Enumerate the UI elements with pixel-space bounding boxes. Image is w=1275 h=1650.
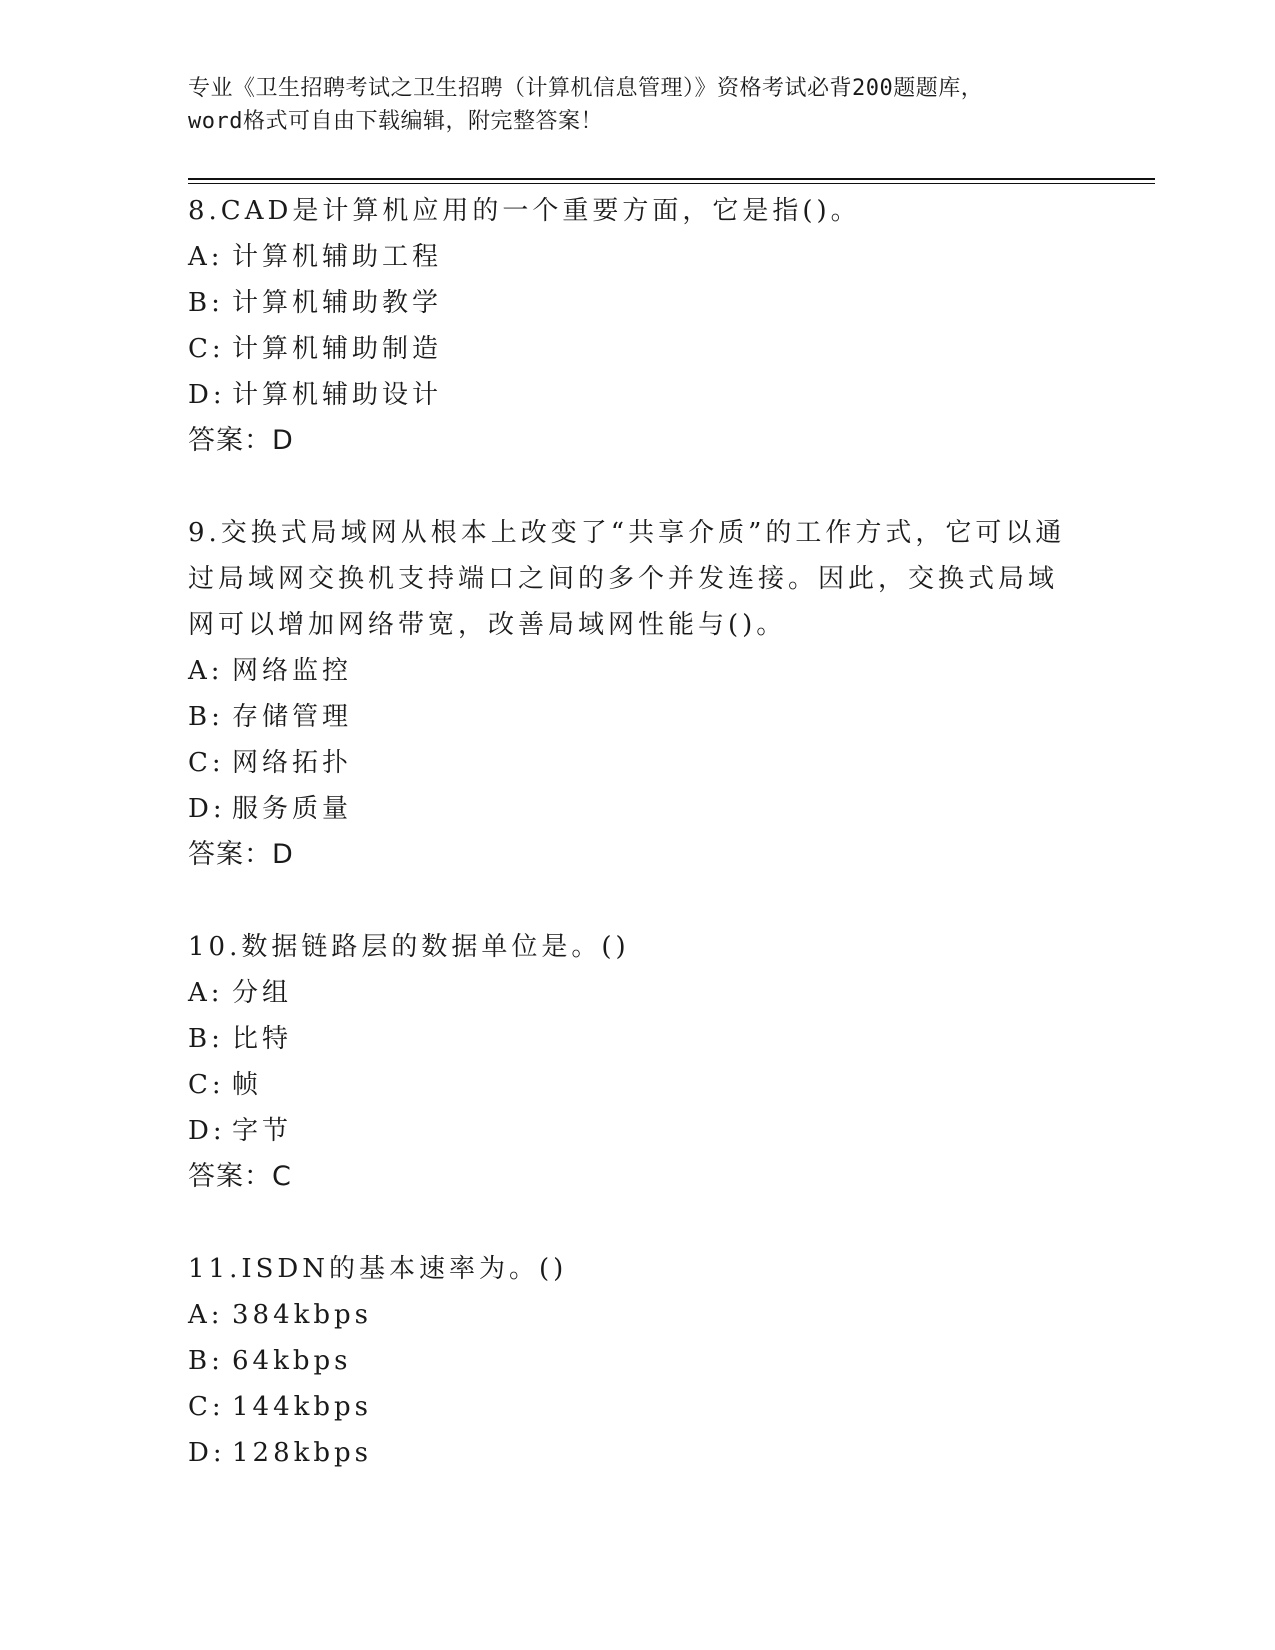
document-header	[188, 72, 1088, 138]
option-letter: C:	[188, 1392, 225, 1422]
option-text: 384kbps	[232, 1300, 373, 1330]
question-item	[188, 1246, 1068, 1476]
question-stem: 11.ISDN的基本速率为。()	[188, 1254, 568, 1284]
option-d	[188, 1108, 1068, 1154]
header-line-2: word格式可自由下载编辑，附完整答案！	[188, 109, 603, 134]
option-letter: D:	[188, 1438, 226, 1468]
option-letter: B:	[188, 702, 224, 732]
header-divider-thin	[188, 183, 1155, 184]
option-letter: A:	[188, 656, 224, 686]
option-text: 字节	[232, 1116, 293, 1146]
question-stem: 8.CAD是计算机应用的一个重要方面，它是指()。	[188, 196, 861, 226]
option-c	[188, 1062, 1068, 1108]
option-text: 计算机辅助设计	[232, 380, 443, 410]
option-c	[188, 1384, 1068, 1430]
header-line-1: 专业《卫生招聘考试之卫生招聘（计算机信息管理）》资格考试必背200题题库，	[188, 76, 984, 101]
option-text: 计算机辅助教学	[232, 288, 443, 318]
option-letter: D:	[188, 380, 226, 410]
option-c	[188, 326, 1068, 372]
option-d	[188, 372, 1068, 418]
option-text: 网络监控	[232, 656, 353, 686]
option-text: 服务质量	[232, 794, 353, 824]
option-text: 计算机辅助工程	[232, 242, 443, 272]
option-text: 帧	[232, 1070, 263, 1100]
option-text: 比特	[232, 1024, 293, 1054]
answer-line: 答案：D	[188, 839, 294, 870]
option-text: 144kbps	[232, 1392, 373, 1422]
option-a	[188, 970, 1068, 1016]
option-c	[188, 740, 1068, 786]
option-text: 64kbps	[232, 1346, 352, 1376]
option-letter: B:	[188, 1024, 224, 1054]
option-text: 计算机辅助制造	[232, 334, 443, 364]
option-text: 网络拓扑	[232, 748, 353, 778]
option-b	[188, 694, 1068, 740]
option-letter: B:	[188, 288, 224, 318]
answer-line: 答案：D	[188, 425, 294, 456]
option-a	[188, 234, 1068, 280]
question-item	[188, 188, 1068, 464]
option-text: 128kbps	[232, 1438, 373, 1468]
option-letter: D:	[188, 794, 226, 824]
option-text: 存储管理	[232, 702, 353, 732]
option-d	[188, 1430, 1068, 1476]
option-letter: C:	[188, 1070, 225, 1100]
option-b	[188, 1016, 1068, 1062]
question-list	[188, 188, 1068, 1522]
question-stem: 9.交换式局域网从根本上改变了“共享介质”的工作方式，它可以通过局域网交换机支持端口之间的多个并发连接。因此，交换式局域网可以增加网络带宽，改善局域网性能与()。	[188, 518, 1066, 640]
question-item	[188, 510, 1068, 878]
option-letter: B:	[188, 1346, 224, 1376]
option-letter: D:	[188, 1116, 226, 1146]
question-item	[188, 924, 1068, 1200]
option-letter: A:	[188, 1300, 224, 1330]
option-letter: C:	[188, 334, 225, 364]
header-divider-thick	[188, 178, 1155, 180]
option-a	[188, 1292, 1068, 1338]
question-stem: 10.数据链路层的数据单位是。()	[188, 932, 630, 962]
option-d	[188, 786, 1068, 832]
answer-line: 答案：C	[188, 1161, 292, 1192]
option-letter: A:	[188, 242, 224, 272]
option-b	[188, 280, 1068, 326]
option-b	[188, 1338, 1068, 1384]
option-letter: C:	[188, 748, 225, 778]
option-letter: A:	[188, 978, 224, 1008]
option-text: 分组	[232, 978, 293, 1008]
option-a	[188, 648, 1068, 694]
